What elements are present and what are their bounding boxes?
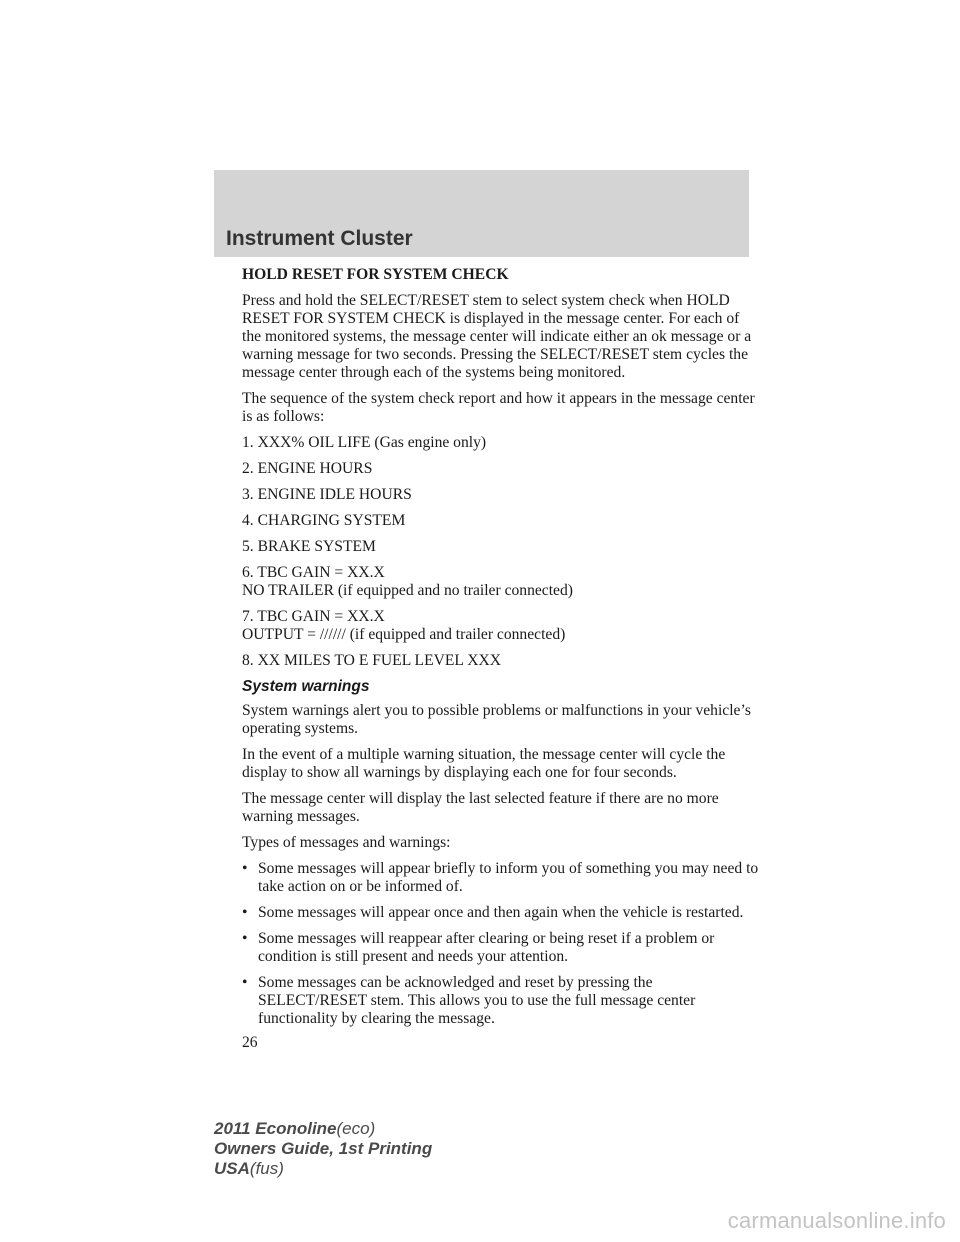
intro-paragraph: Press and hold the SELECT/RESET stem to select system check when HOLD RESET FOR SYSTEM CHECK is displayed in the message center. For each of the monitored systems, the message center will indicate either an ok message or a warning message for two seconds. Pressing the SELECT/RESET stem cycles the message center through each of the systems being monitored. bbox=[242, 292, 752, 381]
bullet-icon: • bbox=[242, 930, 248, 947]
bullet-icon: • bbox=[242, 860, 248, 877]
footer-line-edition: Owners Guide, 1st Printing bbox=[214, 1139, 433, 1158]
footer-line-market: USA(fus) bbox=[214, 1159, 284, 1178]
sequence-item: 4. CHARGING SYSTEM bbox=[242, 512, 406, 529]
sequence-item: 3. ENGINE IDLE HOURS bbox=[242, 486, 412, 503]
page-number: 26 bbox=[242, 1034, 258, 1051]
site-watermark: carmanualsonline.info bbox=[727, 1208, 946, 1233]
list-item: • Some messages can be acknowledged and reset by pressing the SELECT/RESET stem. This allows you to use the full message center functionality by clearing the message. bbox=[242, 974, 696, 1027]
sequence-item: 7. TBC GAIN = XX.X OUTPUT = ////// (if equipped and trailer connected) bbox=[242, 608, 566, 643]
list-item: • Some messages will reappear after clearing or being reset if a problem or condition is still present and needs your attention. bbox=[242, 930, 715, 965]
sequence-item: 5. BRAKE SYSTEM bbox=[242, 538, 376, 555]
footer-line-model: 2011 Econoline(eco) bbox=[214, 1119, 376, 1138]
sequence-item: 6. TBC GAIN = XX.X NO TRAILER (if equipped and no trailer connected) bbox=[242, 564, 573, 599]
sequence-item: 1. XXX% OIL LIFE (Gas engine only) bbox=[242, 434, 487, 451]
bullet-icon: • bbox=[242, 974, 248, 991]
subsection-heading: System warnings bbox=[242, 678, 370, 695]
section-header-band bbox=[214, 170, 749, 257]
types-paragraph: Types of messages and warnings: bbox=[242, 834, 451, 851]
lead-heading: HOLD RESET FOR SYSTEM CHECK bbox=[242, 266, 509, 283]
document-footer bbox=[214, 1119, 432, 1179]
last-feature-paragraph: The message center will display the last selected feature if there are no more warning messages. bbox=[242, 790, 719, 825]
page-content bbox=[242, 266, 762, 1052]
warnings-paragraph: System warnings alert you to possible problems or malfunctions in your vehicle’s operating systems. bbox=[242, 702, 751, 737]
multiple-warning-paragraph: In the event of a multiple warning situation, the message center will cycle the display to show all warnings by displaying each one for four seconds. bbox=[242, 746, 726, 781]
list-item: • Some messages will appear briefly to inform you of something you may need to take action on or be informed of. bbox=[242, 860, 759, 895]
message-types-list bbox=[242, 860, 762, 1028]
sequence-item: 2. ENGINE HOURS bbox=[242, 460, 373, 477]
bullet-icon: • bbox=[242, 904, 248, 921]
sequence-list bbox=[242, 434, 762, 670]
list-item: • Some messages will appear once and then again when the vehicle is restarted. bbox=[242, 904, 744, 921]
sequence-intro-paragraph: The sequence of the system check report and how it appears in the message center is as follows: bbox=[242, 390, 755, 425]
section-title: Instrument Cluster bbox=[226, 227, 413, 250]
sequence-item: 8. XX MILES TO E FUEL LEVEL XXX bbox=[242, 652, 502, 669]
